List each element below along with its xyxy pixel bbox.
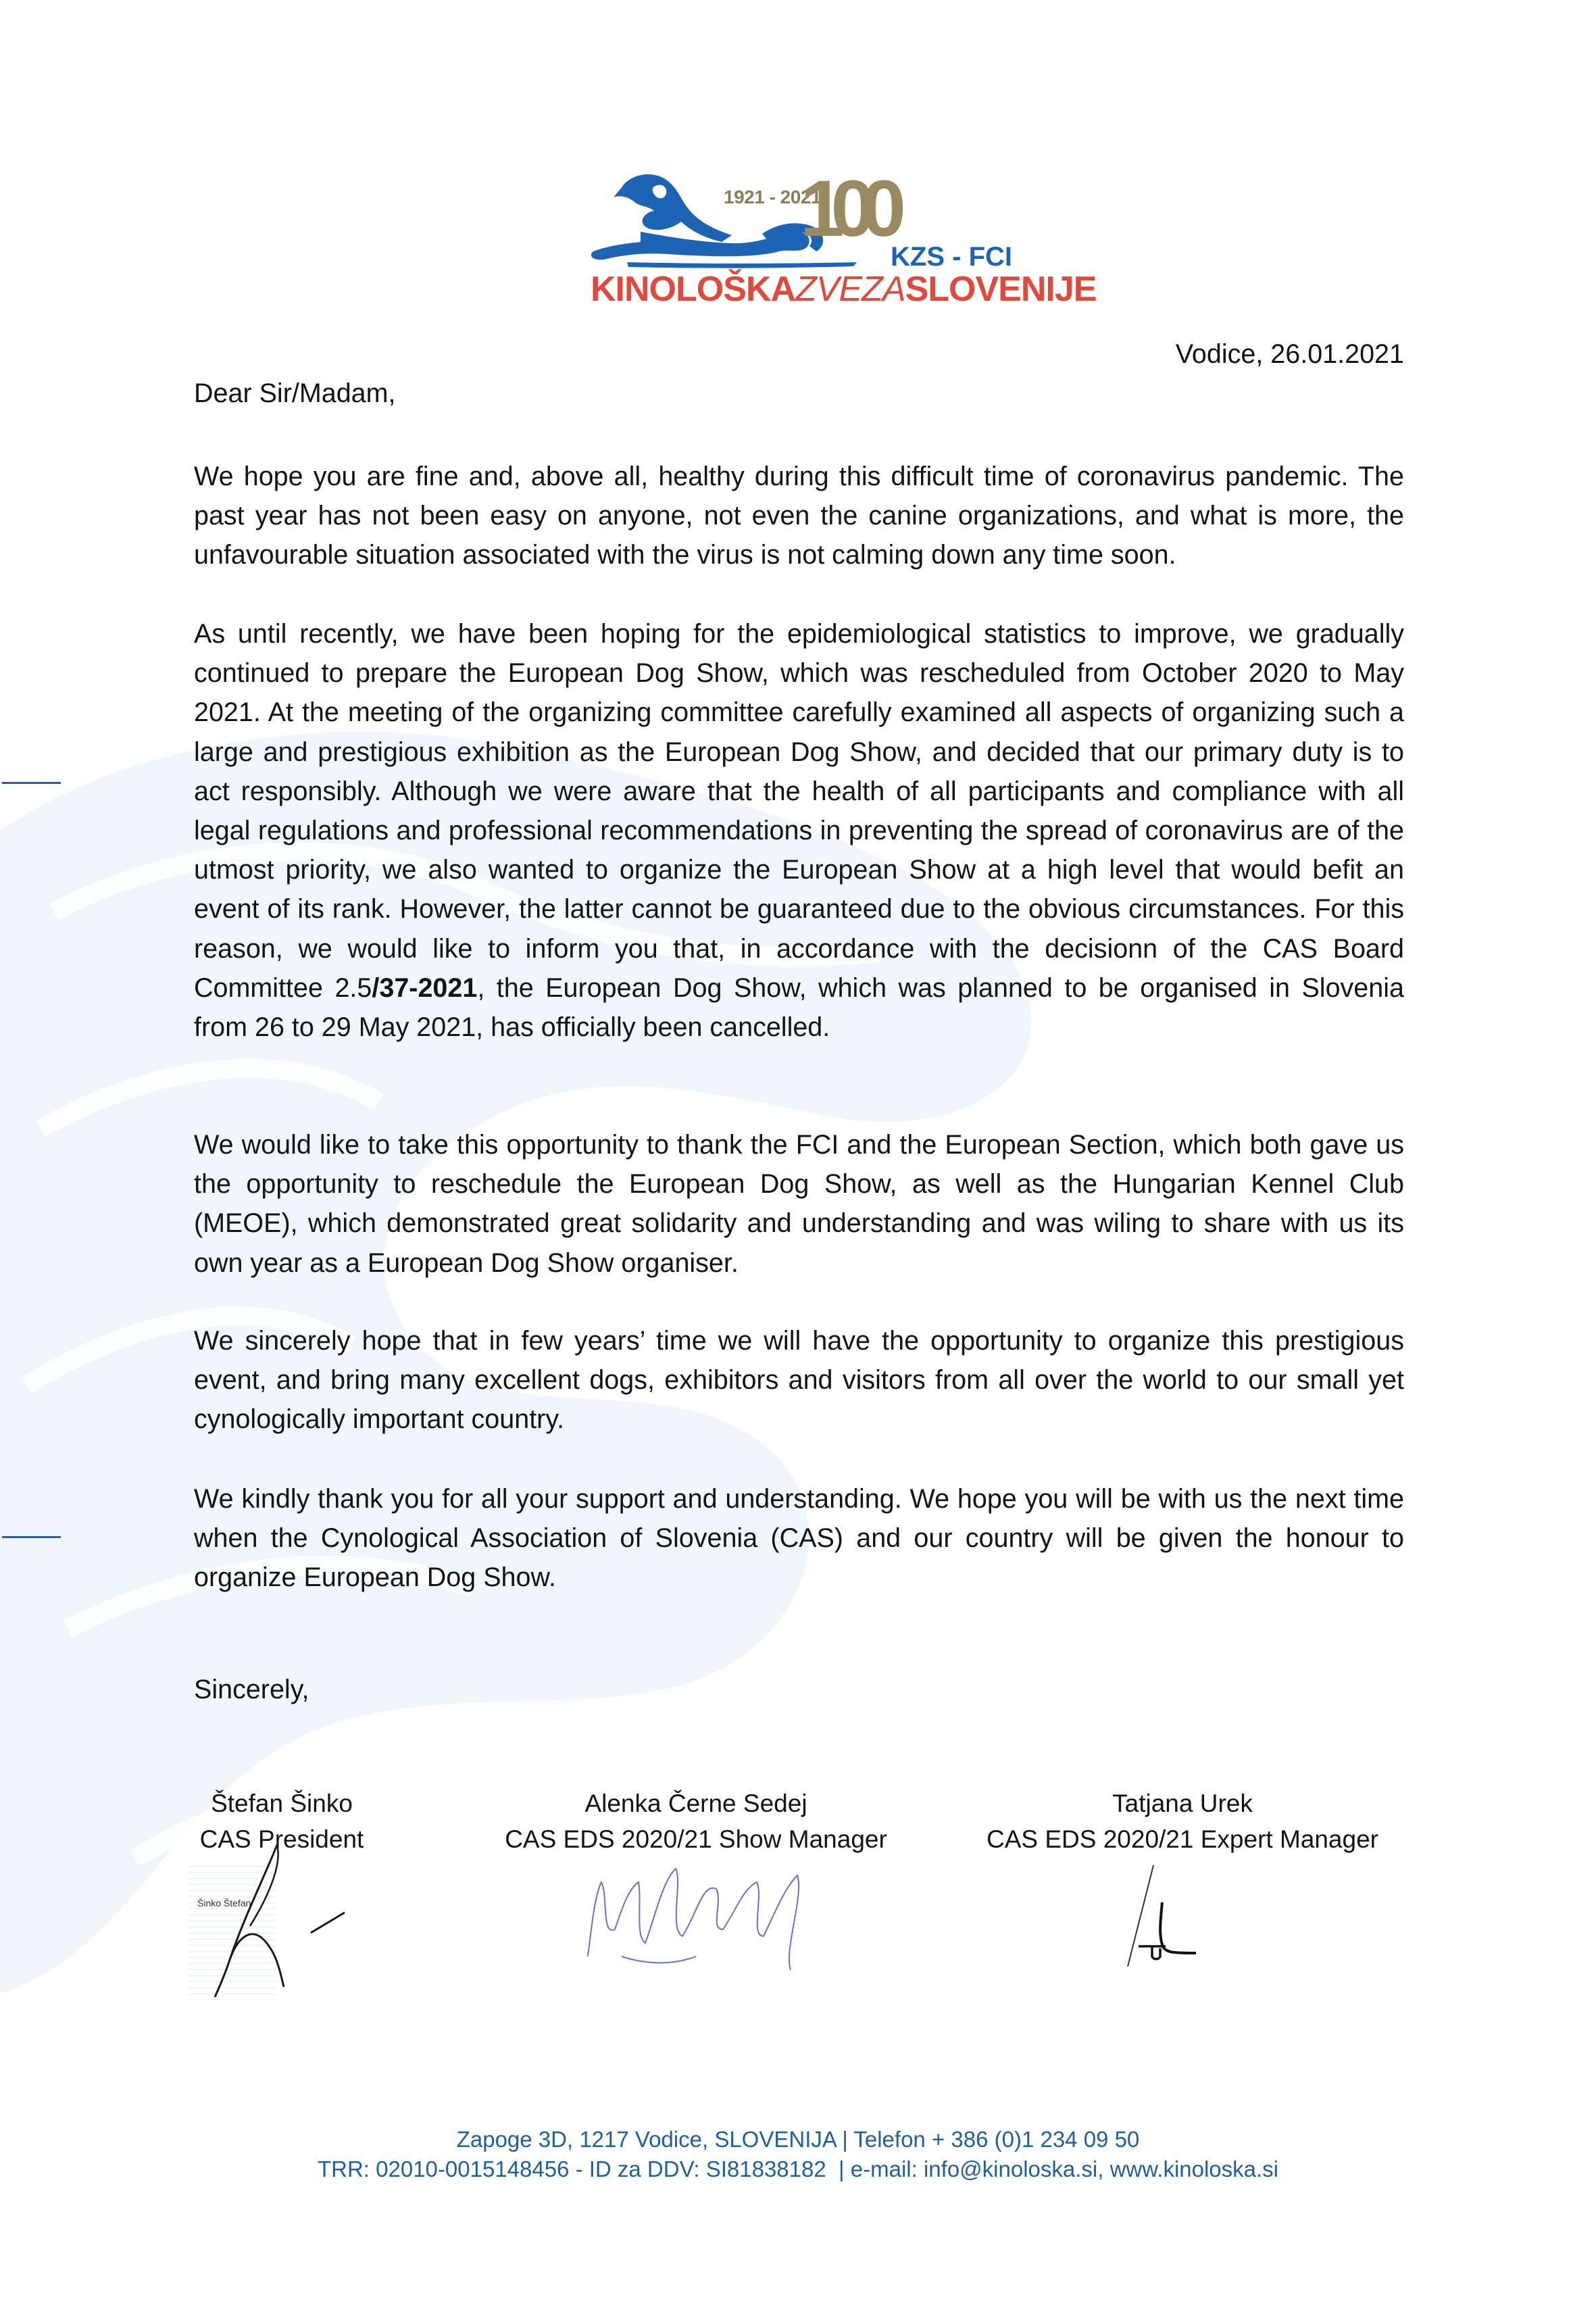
signatory-name: Alenka Černe Sedej (584, 1790, 807, 1817)
logo-wordmark (591, 269, 1096, 310)
signatory-title: CAS President (199, 1825, 364, 1853)
footer-bank-contact: TRR: 02010-0015148456 - ID za DDV: SI81838182 | e-mail: info@kinoloska.si, www.kinoloska.si (317, 2156, 1279, 2181)
logo-years: 1921 - 2021 (724, 187, 821, 207)
signature-president-icon (203, 1838, 358, 2000)
paragraph-5: We kindly thank you for all your support and understanding. We hope you will be with us the next time when the Cynological Association of Slovenia (CAS) and our country will be given the honour to organize European Dog Show. (194, 1484, 1404, 1593)
paragraph-4: We sincerely hope that in few years’ time we will have the opportunity to organize this prestigious event, and bring many excellent dogs, exhibitors and visitors from all over the world to our small yet cynologically important country. (194, 1326, 1404, 1435)
wordmark-part-slovenije: SLOVENIJE (905, 270, 1097, 309)
signature-show-manager-icon (581, 1855, 824, 1977)
signature-expert-manager-icon (1125, 1862, 1240, 1977)
salutation: Dear Sir/Madam, (194, 378, 396, 408)
wordmark-part-kinoloska: KINOLOŠKA (591, 270, 795, 309)
paragraph-2-text-end: , the European Dog Show, which was planned to be organised in Slovenia from 26 to 29 May 2021, has officially been cancelled. (194, 972, 1404, 1043)
signatory-name: Tatjana Urek (1112, 1790, 1253, 1817)
signatory-expert-manager (980, 1785, 1385, 1857)
stamp-name: Šinko Štefan (197, 1898, 251, 1908)
signatory-title: CAS EDS 2020/21 Expert Manager (987, 1825, 1378, 1853)
signatory-title: CAS EDS 2020/21 Show Manager (505, 1825, 887, 1853)
paragraph-2-text: As until recently, we have been hoping for the epidemiological statistics to improve, we gradually continued to prepare the European Dog Show, which was rescheduled from October 2020 to May 2021. At the meeting of the organizing committee carefully examined all aspects of organizing such a large and prestigious exhibition as the European Dog Show, and decided that our primary duty is to act responsibly. Although we were aware that the health of all participants and compliance with all legal regulations and professional recommendations in preventing the spread of coronavirus are of the utmost priority, we also wanted to organize the European Show at a high level that would befit an event of its rank. However, the latter cannot be guaranteed due to the obvious circumstances. For this reason, we would like to inform you that, in accordance with the decisionn of the CAS Board Committee 2.5 (194, 619, 1404, 1003)
paragraph-1: We hope you are fine and, above all, healthy during this difficult time of coronavirus pandemic. The past year has not been easy on anyone, not even the canine organizations, and what is more, the unfavourable situation associated with the virus is not calming down any time soon. (194, 462, 1404, 570)
fold-mark-top (2, 782, 61, 784)
letterhead-logo (587, 162, 1097, 311)
paragraph-2 (194, 614, 1404, 1047)
closing: Sincerely, (194, 1675, 309, 1704)
signatory-show-manager (500, 1785, 892, 1857)
wordmark-part-zveza: ZVEZA (795, 270, 905, 309)
logo-anniversary-100: 100 (800, 164, 893, 253)
decision-number: /37-2021 (372, 972, 478, 1003)
place-date: Vodice, 26.01.2021 (1175, 339, 1404, 369)
fold-mark-bottom (2, 1536, 61, 1538)
footer-address: Zapoge 3D, 1217 Vodice, SLOVENIJA | Telefon + 386 (0)1 234 09 50 (456, 2127, 1140, 2152)
signatory-name: Štefan Šinko (211, 1790, 353, 1817)
logo-affiliation: KZS - FCI (891, 242, 1012, 272)
footer-contact (0, 2125, 1596, 2184)
paragraph-3: We would like to take this opportunity to thank the FCI and the European Section, which both gave us the opportunity to reschedule the European Dog Show, as well as the Hungarian Kennel Club (MEOE), which demonstrated great solidarity and understanding and was wiling to share with us its own year as a European Dog Show organiser. (194, 1130, 1404, 1278)
